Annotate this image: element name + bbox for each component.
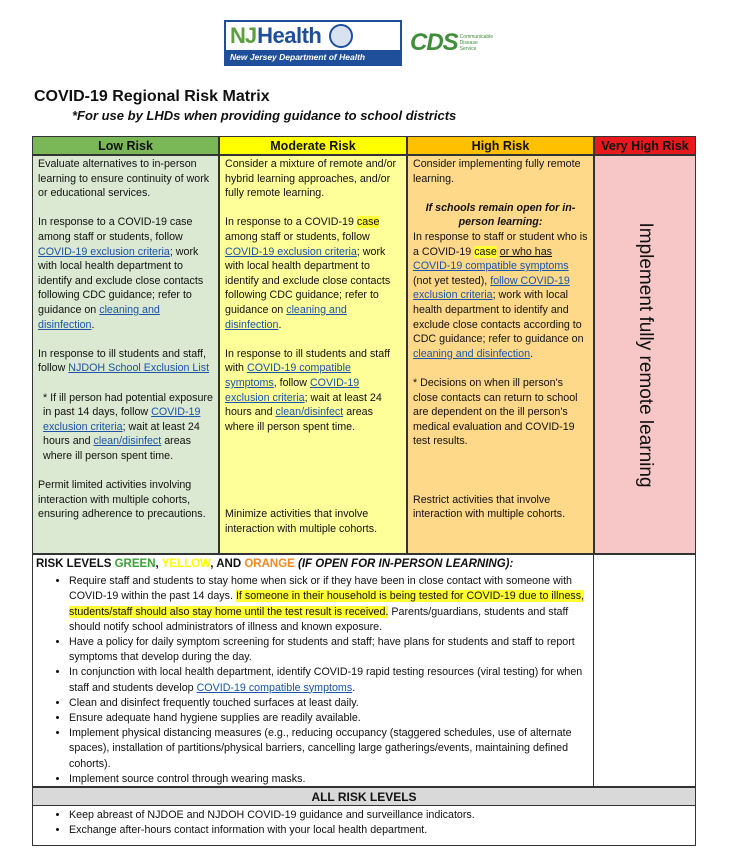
- mod-exclusion-link[interactable]: COVID-19 exclusion criteria: [225, 245, 357, 258]
- risk-levels-list: [33, 574, 593, 787]
- header-low-risk: Low Risk: [32, 136, 219, 155]
- cds-subtitle: Communicable Disease Service: [459, 34, 494, 52]
- very-high-risk-column: [594, 155, 696, 554]
- cds-word: CDS: [410, 29, 458, 56]
- high-risk-column: [407, 155, 594, 554]
- high-p4: * Decisions on when ill person's close contacts can return to school are dependent on the ill person's medical evaluation and COVID-19 test results.: [413, 376, 578, 448]
- high-p3: In response to staff or student who is a COVID-19 case or who has COVID-19 compatible symptoms (not yet tested), follow COVID-19 exclusion criteria; work with local health department to identify and exclude close contacts according to CDC guidance; refer to guidance on cleaning and disinfection.: [413, 230, 588, 360]
- logo-bar: [224, 20, 494, 66]
- nj-seal-icon: [329, 24, 353, 48]
- high-open-heading: If schools remain open for in-person learning:: [425, 201, 576, 229]
- nj-mark: NJ: [230, 23, 257, 48]
- list-item: • Implement physical distancing measures (e.g., reducing occupancy (staggered schedules, use of alternate spaces), installation of partitions/physical barriers, cancelling large gatherings/events, maintaining defined cohorts).: [69, 726, 593, 772]
- page-title: COVID-19 Regional Risk Matrix: [34, 88, 270, 105]
- low-p2: In response to a COVID-19 case among staff or students, follow COVID-19 exclusion criteria; work with local health department to identify and exclude close contacts following CDC guidance; refer to guidance on cleaning and disinfection.: [38, 216, 204, 331]
- all-risk-levels-heading: ALL RISK LEVELS: [32, 787, 696, 806]
- mod-exclusion-link-2[interactable]: COVID-19 exclusion criteria: [225, 376, 360, 404]
- mod-symptoms-link[interactable]: COVID-19 compatible symptoms: [225, 362, 351, 389]
- low-p4: * If ill person had potential exposure in past 14 days, follow COVID-19 exclusion criteria; wait at least 24 hours and clean/disinfect areas where ill person spent time.: [43, 391, 213, 462]
- high-p5: Restrict activities that involve interaction with multiple cohorts.: [413, 493, 566, 521]
- risk-levels-heading: RISK LEVELS GREEN, YELLOW, AND ORANGE (IF OPEN FOR IN-PERSON LEARNING):: [36, 558, 514, 570]
- header-high-risk: High Risk: [407, 136, 594, 155]
- mod-clean-disinfect-link[interactable]: clean/disinfect: [275, 406, 344, 419]
- all-risk-levels-box: [32, 806, 696, 846]
- list-item: • Have a policy for daily symptom screening for students and staff; have plans for students and staff to report symptoms that develop during the day.: [69, 635, 593, 665]
- blank-cell: [594, 554, 696, 787]
- mod-p4: Minimize activities that involve interaction with multiple cohorts.: [225, 508, 378, 535]
- low-exclusion-link-2[interactable]: COVID-19 exclusion criteria: [43, 406, 201, 433]
- low-p1: Evaluate alternatives to in-person learning to ensure continuity of work or educational services.: [38, 158, 210, 200]
- header-moderate-risk: Moderate Risk: [219, 136, 407, 155]
- low-cleaning-link[interactable]: cleaning and disinfection: [38, 303, 160, 331]
- list-item: • Require staff and students to stay home when sick or if they have been in close contact with someone with COVID-19 within the past 14 days. If someone in their household is being tested for COVID-19 due to illness, students/staff should also stay home until the test result is received. Parents/guardians, students and staff should notify school administrators of illness and known exposure.: [69, 574, 593, 635]
- mod-p1: Consider a mixture of remote and/or hybrid learning approaches, and/or fully remote learning.: [225, 158, 397, 200]
- all-levels-list: [33, 808, 695, 838]
- remote-learning-text: Implement fully remote learning: [635, 221, 656, 488]
- njdoh-exclusion-list-link[interactable]: NJDOH School Exclusion List: [68, 362, 210, 375]
- page-subtitle: *For use by LHDs when providing guidance to school districts: [72, 108, 457, 123]
- mod-cleaning-link[interactable]: cleaning and disinfection: [225, 303, 347, 331]
- low-p3: In response to ill students and staff, follow NJDOH School Exclusion List: [38, 347, 210, 375]
- njdoh-logo: [224, 20, 402, 66]
- list-item: • Clean and disinfect frequently touched surfaces at least daily.: [69, 696, 593, 711]
- list-item: • In conjunction with local health department, identify COVID-19 rapid testing resources (viral testing) for when staff and students develop COVID-19 compatible symptoms.: [69, 665, 593, 695]
- mod-p2: In response to a COVID-19 case among staff or students, follow COVID-19 exclusion criteria; work with local health department to identify and exclude close contacts following CDC guidance; refer to guidance on cleaning and disinfection.: [225, 216, 391, 331]
- low-p5: Permit limited activities involving interaction with multiple cohorts, ensuring adherence to precautions.: [38, 479, 206, 521]
- moderate-risk-column: [219, 155, 407, 554]
- high-p1: Consider implementing fully remote learning.: [413, 158, 581, 185]
- list-item: • Keep abreast of NJDOE and NJDOH COVID-19 guidance and surveillance indicators.: [69, 808, 695, 823]
- risk-levels-box: [32, 554, 594, 787]
- low-clean-disinfect-link[interactable]: clean/disinfect: [93, 435, 162, 448]
- cds-logo: [410, 29, 494, 57]
- list-item: • Exchange after-hours contact information with your local health department.: [69, 823, 695, 838]
- low-exclusion-link[interactable]: COVID-19 exclusion criteria: [38, 245, 170, 258]
- nj-subtitle: New Jersey Department of Health: [226, 50, 400, 64]
- low-risk-column: [32, 155, 219, 554]
- high-cleaning-link[interactable]: cleaning and disinfection: [413, 347, 531, 360]
- nj-health-word: Health: [257, 23, 322, 48]
- high-exclusion-link[interactable]: follow COVID-19 exclusion criteria: [413, 274, 570, 302]
- high-symptoms-link[interactable]: COVID-19 compatible symptoms: [413, 260, 569, 273]
- list-item: • Implement source control through wearing masks.: [69, 772, 593, 787]
- mod-p3: In response to ill students and staff with COVID-19 compatible symptoms, follow COVID-19 exclusion criteria; wait at least 24 hours and clean/disinfect areas where ill person spent time.: [225, 347, 390, 433]
- rapid-testing-symptoms-link[interactable]: COVID-19 compatible symptoms: [196, 681, 353, 694]
- list-item: • Ensure adequate hand hygiene supplies are readily available.: [69, 711, 593, 726]
- header-very-high-risk: Very High Risk: [594, 136, 696, 155]
